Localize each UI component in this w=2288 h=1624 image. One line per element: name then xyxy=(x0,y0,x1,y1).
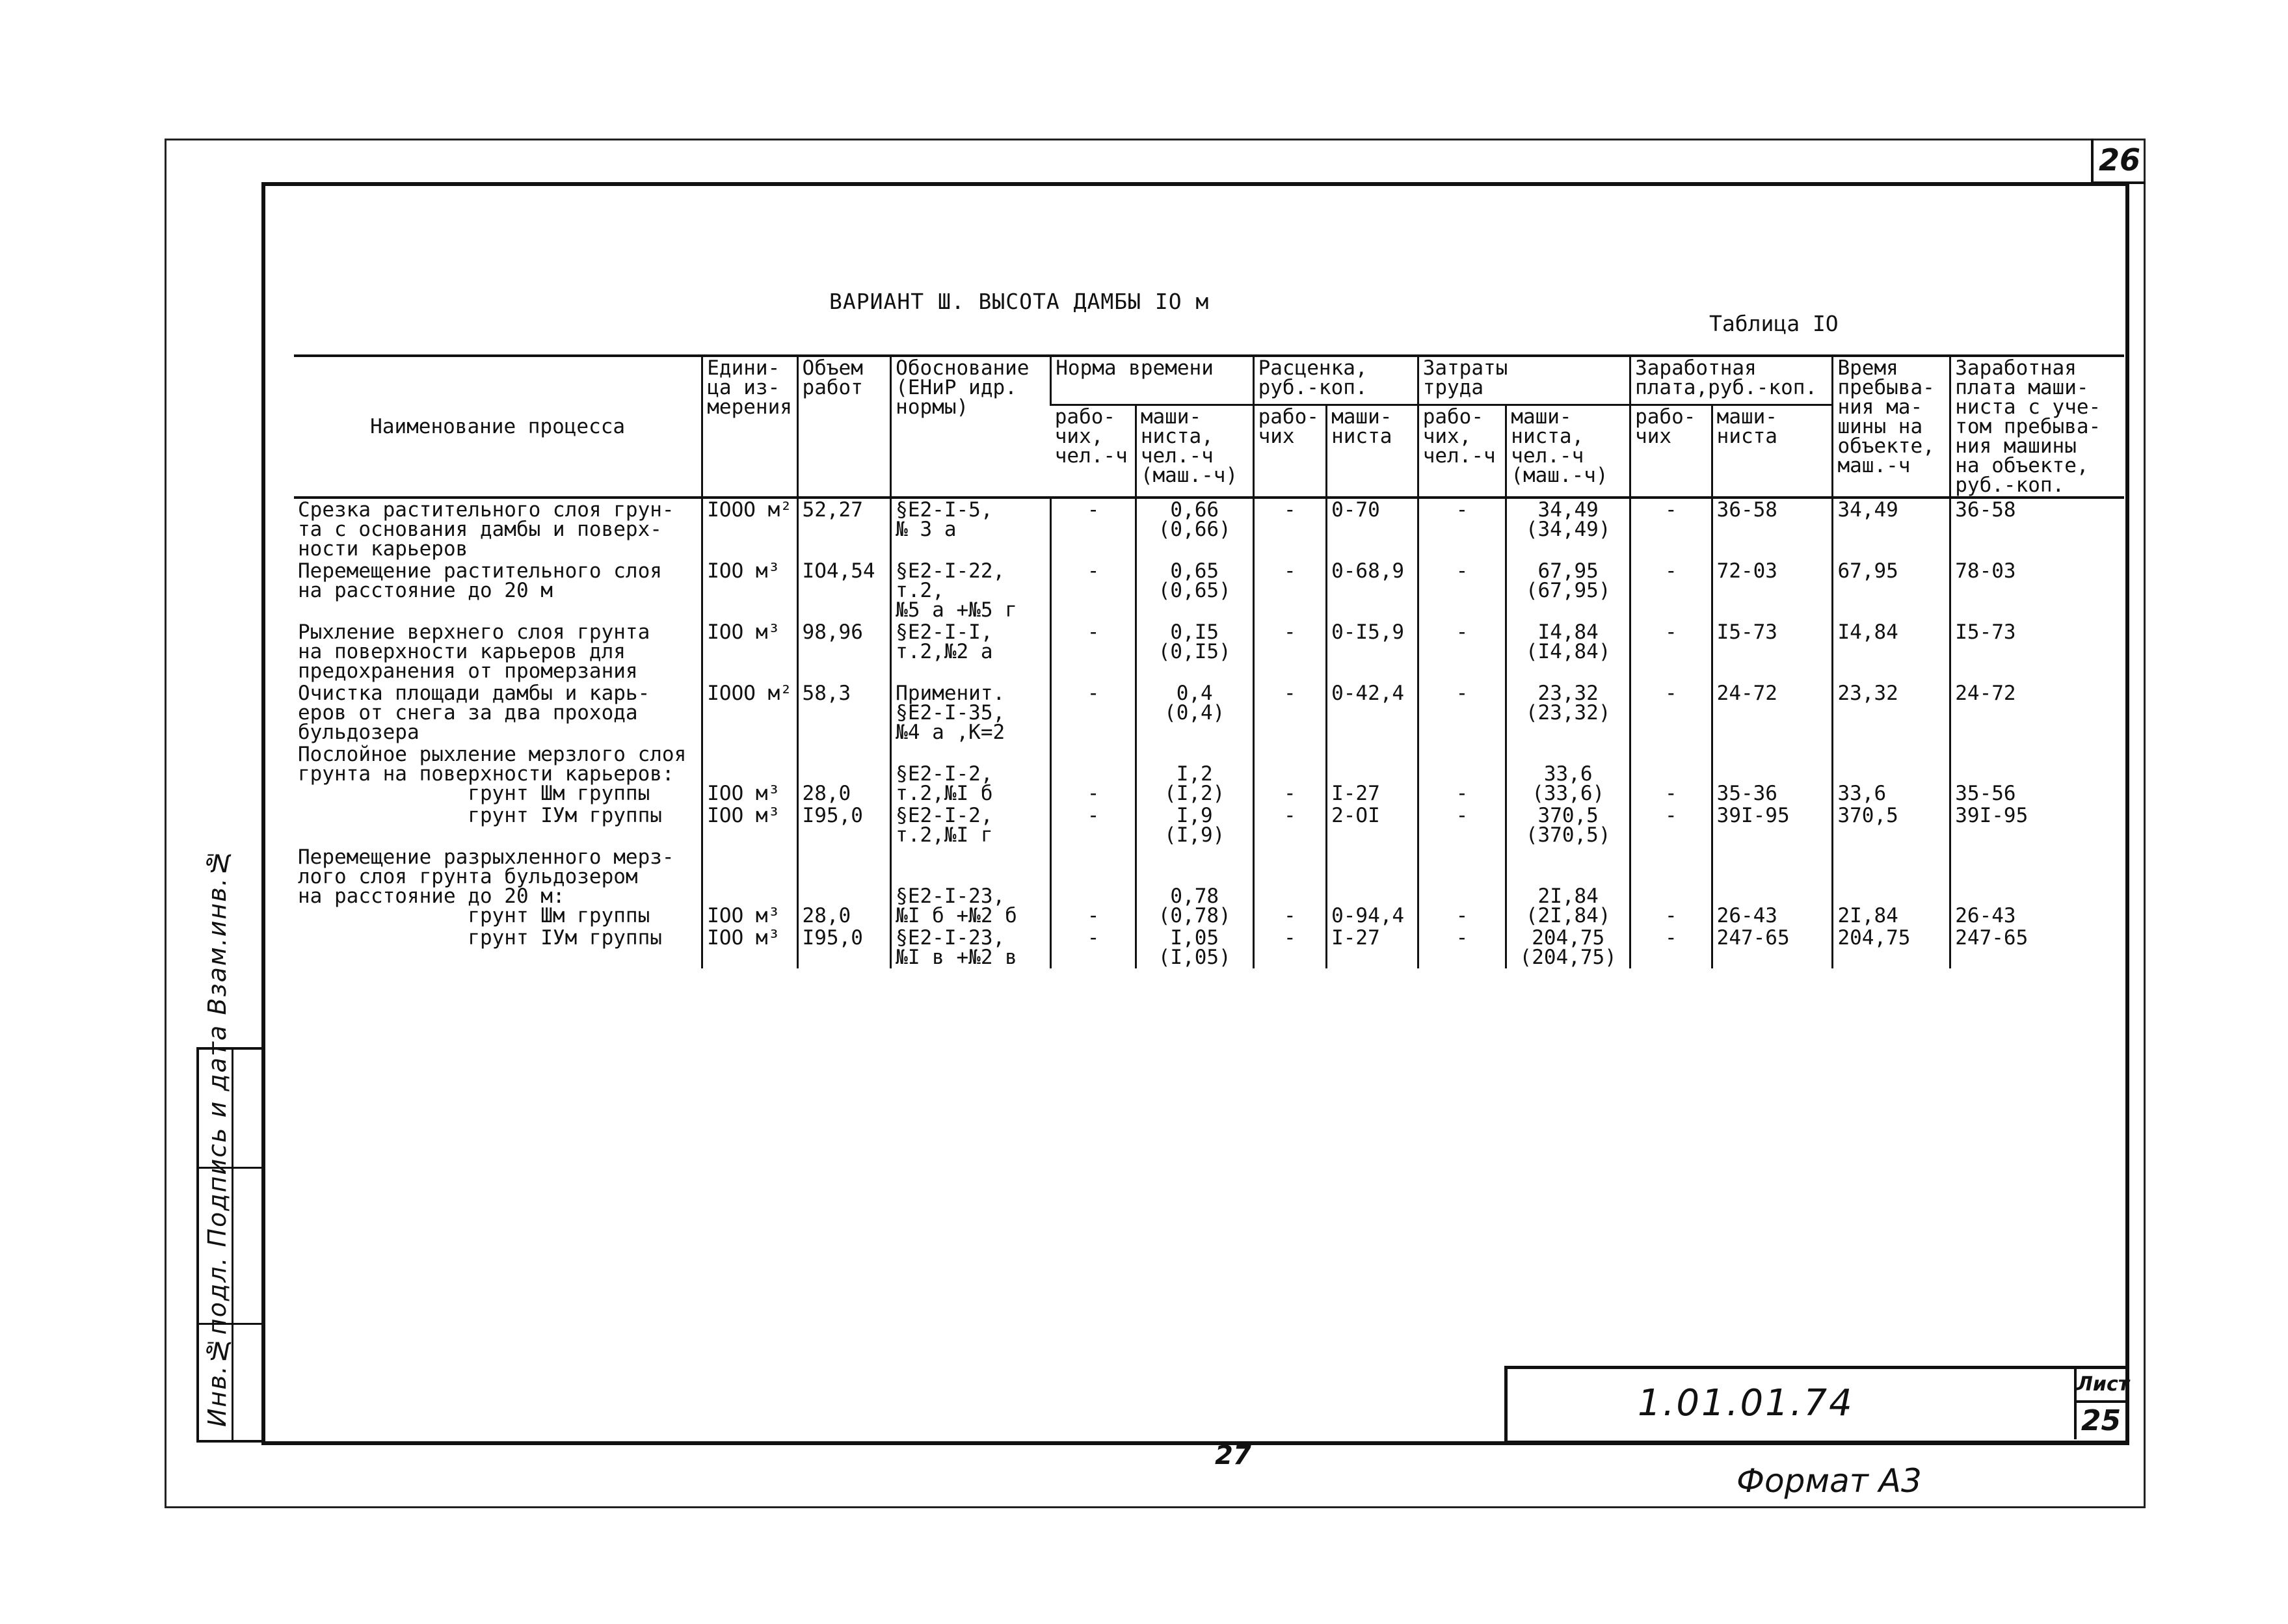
subheader-price-machinist: маши- ниста xyxy=(1327,405,1418,498)
cell-volume: 28,0 xyxy=(797,743,891,805)
cell-labor-machinist: 67,95 (67,95) xyxy=(1506,560,1630,621)
cell-time-workers: - xyxy=(1051,927,1136,968)
cell-price-machinist: 0-70 xyxy=(1327,498,1418,560)
cell-wage-machinist: 247-65 xyxy=(1712,927,1833,968)
cell-labor-workers: - xyxy=(1418,846,1506,927)
table-row xyxy=(294,560,2124,621)
header-wage: Заработная плата,руб.-коп. xyxy=(1630,356,1833,405)
cell-price-machinist: 2-OI xyxy=(1327,805,1418,846)
cell-wage-stay: 35-56 xyxy=(1950,743,2124,805)
cell-time-workers: - xyxy=(1051,621,1136,682)
cell-stay-time: 370,5 xyxy=(1833,805,1950,846)
table-row xyxy=(294,846,2124,927)
subheader-wage-machinist: маши- ниста xyxy=(1712,405,1833,498)
subheader-labor-workers: рабо- чих, чел.-ч xyxy=(1418,405,1506,498)
cell-volume: IO4,54 xyxy=(797,560,891,621)
cell-process: Перемещение разрыхленного мерз- лого слоя грунта бульдозером на расстояние до 20 м: грунт Шм группы xyxy=(298,845,674,927)
subheader-price-workers: рабо- чих xyxy=(1253,405,1326,498)
cell-stay-time: 33,6 xyxy=(1833,743,1950,805)
document-title: ВАРИАНТ Ш. ВЫСОТА ДАМБЫ IO м xyxy=(829,289,1210,314)
cell-price-workers: - xyxy=(1253,498,1326,560)
table-row xyxy=(294,621,2124,682)
cell-labor-machinist: I4,84 (I4,84) xyxy=(1506,621,1630,682)
cell-unit: IOO м³ xyxy=(702,560,797,621)
cell-process: Перемещение растительного слоя на расстояние до 20 м xyxy=(298,559,662,602)
cell-process: Рыхление верхнего слоя грунта на поверхности карьеров для предохранения от промерзания xyxy=(298,620,650,683)
cell-time-machinist: 0,65 (0,65) xyxy=(1136,560,1253,621)
cell-basis: §Е2-I-23, №I в +№2 в xyxy=(891,927,1051,968)
cell-wage-machinist: 26-43 xyxy=(1712,846,1833,927)
cell-stay-time: 67,95 xyxy=(1833,560,1950,621)
cell-volume: 98,96 xyxy=(797,621,891,682)
format-label: Формат А3 xyxy=(1736,1462,1922,1500)
title-block xyxy=(1504,1366,2130,1444)
cell-wage-workers: - xyxy=(1630,743,1712,805)
cell-wage-stay: 26-43 xyxy=(1950,846,2124,927)
cell-volume: I95,0 xyxy=(797,927,891,968)
subheader-labor-machinist: маши- ниста, чел.-ч (маш.-ч) xyxy=(1506,405,1630,498)
cell-labor-workers: - xyxy=(1418,498,1506,560)
cell-process: Очистка площади дамбы и карь- еров от снега за два прохода бульдозера xyxy=(298,682,650,744)
cell-labor-machinist: 33,6 (33,6) xyxy=(1506,743,1630,805)
cell-price-machinist: 0-94,4 xyxy=(1327,846,1418,927)
cell-unit: IOO м³ xyxy=(702,927,797,968)
cell-unit: IOO м³ xyxy=(702,805,797,846)
cell-unit: IOOO м² xyxy=(702,498,797,560)
cell-time-machinist: I,05 (I,05) xyxy=(1136,927,1253,968)
table-label: Таблица IO xyxy=(1709,311,1839,336)
table-row xyxy=(294,743,2124,805)
cell-process: Срезка растительного слоя грун- та с основания дамбы и поверх- ности карьеров xyxy=(298,498,674,561)
sheet-label: Лист xyxy=(2074,1369,2125,1403)
cell-price-workers: - xyxy=(1253,805,1326,846)
bottom-page-number: 27 xyxy=(1215,1441,1251,1471)
cell-wage-stay: 39I-95 xyxy=(1950,805,2124,846)
cell-labor-machinist: 23,32 (23,32) xyxy=(1506,682,1630,743)
header-volume: Объем работ xyxy=(797,356,891,498)
cell-time-workers: - xyxy=(1051,682,1136,743)
cell-wage-machinist: I5-73 xyxy=(1712,621,1833,682)
cell-basis: §Е2-I-2, т.2,№I б xyxy=(891,743,1051,805)
cell-unit: IOO м³ xyxy=(702,743,797,805)
cell-process: Послойное рыхление мерзлого слоя грунта на поверхности карьеров: грунт Шм группы xyxy=(298,743,687,805)
cell-price-machinist: 0-68,9 xyxy=(1327,560,1418,621)
table-row xyxy=(294,498,2124,560)
cell-wage-stay: 36-58 xyxy=(1950,498,2124,560)
cell-wage-stay: 24-72 xyxy=(1950,682,2124,743)
cell-price-machinist: I-27 xyxy=(1327,743,1418,805)
cell-volume: I95,0 xyxy=(797,805,891,846)
cell-wage-workers: - xyxy=(1630,682,1712,743)
subheader-time-workers: рабо- чих, чел.-ч xyxy=(1051,405,1136,498)
header-wage-machinist: Заработная плата маши- ниста с уче- том пребыва- ния машины на объекте, руб.-коп. xyxy=(1950,356,2124,498)
cell-labor-machinist: 204,75 (204,75) xyxy=(1506,927,1630,968)
header-process: Наименование процесса xyxy=(294,356,702,498)
sheet-number: 25 xyxy=(2074,1403,2125,1439)
header-stay-time: Время пребыва- ния ма- шины на объекте, маш.-ч xyxy=(1833,356,1950,498)
cell-stay-time: 23,32 xyxy=(1833,682,1950,743)
cell-price-workers: - xyxy=(1253,743,1326,805)
cell-price-workers: - xyxy=(1253,927,1326,968)
cell-wage-stay: 247-65 xyxy=(1950,927,2124,968)
cell-wage-machinist: 39I-95 xyxy=(1712,805,1833,846)
sidebar-stamp xyxy=(196,847,264,1443)
cell-unit: IOO м³ xyxy=(702,621,797,682)
cell-volume: 58,3 xyxy=(797,682,891,743)
cell-time-machinist: I,2 (I,2) xyxy=(1136,743,1253,805)
cell-labor-workers: - xyxy=(1418,621,1506,682)
cell-stay-time: I4,84 xyxy=(1833,621,1950,682)
norms-table xyxy=(294,354,2124,968)
cell-time-machinist: 0,78 (0,78) xyxy=(1136,846,1253,927)
cell-unit: IOO м³ xyxy=(702,846,797,927)
header-basis: Обоснование (ЕНиР идр. нормы) xyxy=(891,356,1051,498)
cell-time-machinist: 0,I5 (0,I5) xyxy=(1136,621,1253,682)
cell-wage-machinist: 72-03 xyxy=(1712,560,1833,621)
cell-wage-workers: - xyxy=(1630,560,1712,621)
cell-basis: Применит. §Е2-I-35, №4 а ,К=2 xyxy=(891,682,1051,743)
cell-labor-workers: - xyxy=(1418,743,1506,805)
cell-basis: §Е2-I-2, т.2,№I г xyxy=(891,805,1051,846)
subheader-time-machinist: маши- ниста, чел.-ч (маш.-ч) xyxy=(1136,405,1253,498)
cell-wage-workers: - xyxy=(1630,498,1712,560)
cell-time-machinist: I,9 (I,9) xyxy=(1136,805,1253,846)
cell-wage-machinist: 24-72 xyxy=(1712,682,1833,743)
cell-price-machinist: I-27 xyxy=(1327,927,1418,968)
cell-stay-time: 2I,84 xyxy=(1833,846,1950,927)
cell-time-workers: - xyxy=(1051,805,1136,846)
cell-volume: 28,0 xyxy=(797,846,891,927)
table-row xyxy=(294,682,2124,743)
page-corner-number: 26 xyxy=(2091,139,2146,184)
cell-wage-machinist: 35-36 xyxy=(1712,743,1833,805)
cell-labor-workers: - xyxy=(1418,805,1506,846)
cell-time-machinist: 0,4 (0,4) xyxy=(1136,682,1253,743)
cell-time-workers: - xyxy=(1051,560,1136,621)
cell-labor-machinist: 34,49 (34,49) xyxy=(1506,498,1630,560)
subheader-wage-workers: рабо- чих xyxy=(1630,405,1712,498)
cell-unit: IOOO м² xyxy=(702,682,797,743)
cell-stay-time: 204,75 xyxy=(1833,927,1950,968)
cell-wage-workers: - xyxy=(1630,846,1712,927)
cell-wage-workers: - xyxy=(1630,805,1712,846)
header-unit: Едини- ца из- мерения xyxy=(702,356,797,498)
cell-price-workers: - xyxy=(1253,621,1326,682)
cell-time-workers: - xyxy=(1051,498,1136,560)
cell-labor-workers: - xyxy=(1418,560,1506,621)
cell-labor-machinist: 2I,84 (2I,84) xyxy=(1506,846,1630,927)
cell-price-machinist: 0-42,4 xyxy=(1327,682,1418,743)
header-labor: Затраты труда xyxy=(1418,356,1630,405)
cell-wage-stay: 78-03 xyxy=(1950,560,2124,621)
cell-price-machinist: 0-I5,9 xyxy=(1327,621,1418,682)
cell-time-machinist: 0,66 (0,66) xyxy=(1136,498,1253,560)
cell-process: грунт IУм группы xyxy=(298,804,662,827)
header-price: Расценка, руб.-коп. xyxy=(1253,356,1418,405)
cell-wage-workers: - xyxy=(1630,621,1712,682)
cell-labor-workers: - xyxy=(1418,927,1506,968)
document-code: 1.01.01.74 xyxy=(1638,1382,1854,1424)
cell-wage-workers: - xyxy=(1630,927,1712,968)
cell-wage-machinist: 36-58 xyxy=(1712,498,1833,560)
sidebar-signature: Инв.№подл. Подпись и дата Взам.инв.№ xyxy=(203,847,232,1427)
cell-volume: 52,27 xyxy=(797,498,891,560)
cell-wage-stay: I5-73 xyxy=(1950,621,2124,682)
cell-basis: §Е2-I-22, т.2, №5 а +№5 г xyxy=(891,560,1051,621)
cell-labor-workers: - xyxy=(1418,682,1506,743)
cell-process: грунт IУм группы xyxy=(298,926,662,950)
cell-time-workers: - xyxy=(1051,743,1136,805)
header-time-norm: Норма времени xyxy=(1051,356,1253,405)
table-row xyxy=(294,927,2124,968)
cell-stay-time: 34,49 xyxy=(1833,498,1950,560)
cell-price-workers: - xyxy=(1253,846,1326,927)
cell-price-workers: - xyxy=(1253,682,1326,743)
cell-basis: §Е2-I-5, № 3 а xyxy=(891,498,1051,560)
cell-time-workers: - xyxy=(1051,846,1136,927)
cell-price-workers: - xyxy=(1253,560,1326,621)
cell-basis: §Е2-I-23, №I б +№2 б xyxy=(891,846,1051,927)
table-row xyxy=(294,805,2124,846)
cell-labor-machinist: 370,5 (370,5) xyxy=(1506,805,1630,846)
cell-basis: §Е2-I-I, т.2,№2 а xyxy=(891,621,1051,682)
